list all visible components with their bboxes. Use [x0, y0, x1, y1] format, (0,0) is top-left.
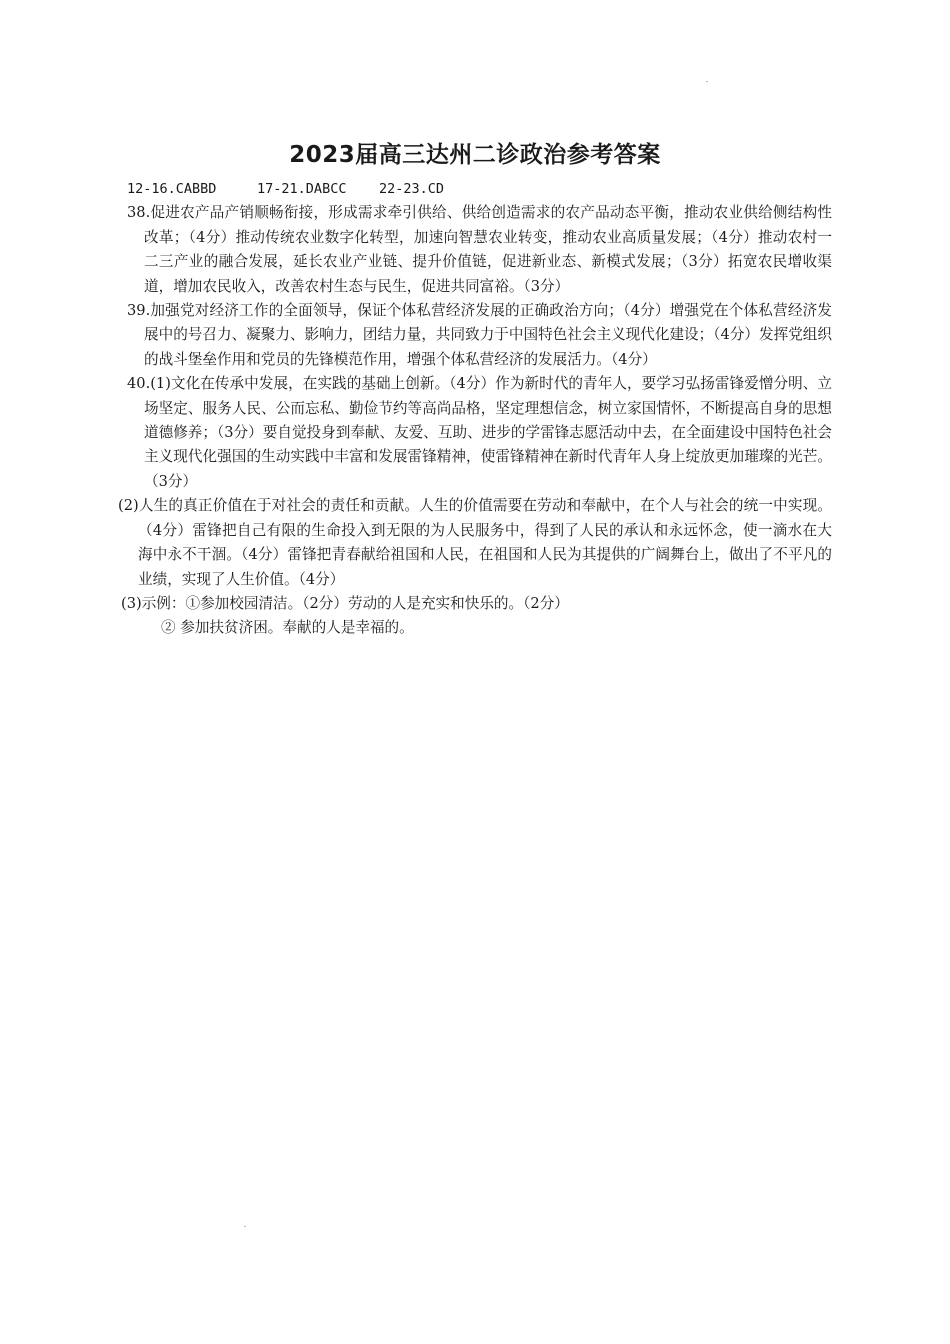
question-number: 38. — [127, 204, 151, 222]
question-40-part-3 — [121, 592, 832, 616]
question-38 — [127, 201, 832, 299]
question-39 — [127, 299, 832, 372]
sub-question-answer-text: 示例：①参加校园清洁。（2分）劳动的人是充实和快乐的。（2分） — [141, 594, 569, 612]
question-answer-text: 加强党对经济工作的全面领导，保证个体私营经济发展的正确政治方向；（4分）增强党在个体私营经济发展中的号召力、凝聚力、影响力，团结力量，共同致力于中国特色社会主义现代化建设；（4分）发挥党组织的战斗堡垒作用和党员的先锋模范作用，增强个体私营经济的发展活力。（4分） — [144, 302, 832, 368]
question-number: 40. — [127, 375, 151, 393]
question-40-part-1 — [127, 372, 832, 494]
sub-question-answer-text: ② 参加扶贫济困。奉献的人是幸福的。 — [161, 619, 414, 637]
question-answer-text: (1)文化在传承中发展，在实践的基础上创新。（4分）作为新时代的青年人，要学习弘扬雷锋爱憎分明、立场坚定、服务人民、公而忘私、勤俭节约等高尚品格，坚定理想信念，树立家国情怀，不断提高自身的思想道德修养；（3分）要自觉投身到奉献、友爱、互助、进步的学雷锋志愿活动中去，在全面建设中国特色社会主义现代化强国的生动实践中丰富和发展雷锋精神，使雷锋精神在新时代青年人身上绽放更加璀璨的光芒。（3分） — [144, 375, 832, 490]
page-title: 2023届高三达州二诊政治参考答案 — [289, 142, 661, 168]
question-number: 39. — [127, 302, 151, 320]
multiple-choice-answers: 12-16.CABBD 17-21.DABCC 22-23.CD — [127, 181, 444, 197]
sub-question-answer-text: 人生的真正价值在于对社会的责任和贡献。人生的价值需要在劳动和奉献中，在个人与社会的统一中实现。（4分）雷锋把自己有限的生命投入到无限的为人民服务中，得到了人民的承认和永远怀念，使一滴水在大海中永不干涸。（4分）雷锋把青春献给祖国和人民，在祖国和人民为其提供的广阔舞台上，做出了不平凡的业绩，实现了人生价值。（4分） — [138, 497, 832, 588]
question-40-part-2 — [118, 494, 832, 592]
question-40-part-3-example-2 — [127, 616, 832, 640]
sub-question-label: (3) — [121, 594, 142, 612]
question-answer-text: 促进农产品产销顺畅衔接，形成需求牵引供给、供给创造需求的农产品动态平衡，推动农业供给侧结构性改革；（4分）推动传统农业数字化转型，加速向智慧农业转变，推动农业高质量发展；（4分）推动农村一二三产业的融合发展，延长农业产业链、提升价值链，促进新业态、新模式发展；（3分）拓宽农民增收渠道，增加农民收入，改善农村生态与民生，促进共同富裕。（3分） — [144, 204, 832, 295]
scan-speck — [706, 81, 708, 82]
scan-speck — [244, 1226, 246, 1227]
sub-question-label: (2) — [118, 497, 139, 515]
answer-content — [118, 177, 832, 641]
